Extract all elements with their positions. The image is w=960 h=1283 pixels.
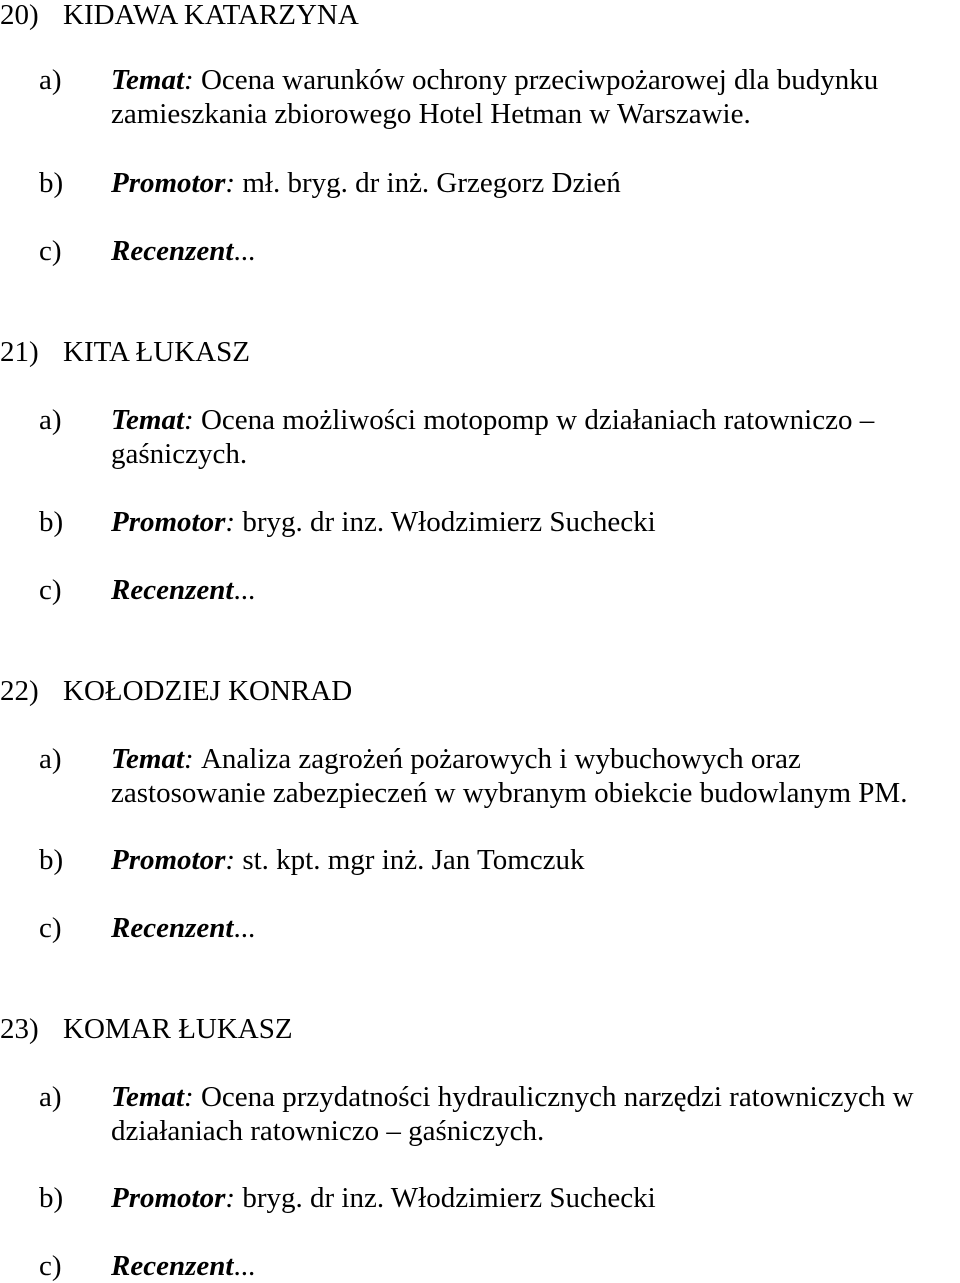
promoter-body: Promotor: bryg. dr inz. Włodzimierz Suchecki bbox=[111, 506, 656, 538]
reviewer-dots: ... bbox=[233, 574, 256, 606]
topic-line-2: gaśniczych. bbox=[111, 438, 248, 470]
promoter-label: b) bbox=[39, 1182, 64, 1214]
topic-key: Temat bbox=[111, 64, 185, 96]
topic-body: Temat: Ocena przydatności hydraulicznych narzędzi ratowniczych w działaniach ratowniczo – gaśniczych. bbox=[111, 1081, 914, 1147]
topic-body: Temat: Ocena możliwości motopomp w działaniach ratowniczo – gaśniczych. bbox=[111, 404, 875, 470]
promoter-label: b) bbox=[39, 844, 64, 876]
topic-line-1: Ocena możliwości motopomp w działaniach ratowniczo – bbox=[200, 404, 875, 436]
topic-label: a) bbox=[39, 64, 62, 96]
topic-line-2: zastosowanie zabezpieczeń w wybranym obiekcie budowlanym PM. bbox=[111, 777, 908, 809]
entry-number: 20) bbox=[0, 0, 39, 31]
promoter-value: mł. bryg. dr inż. Grzegorz Dzień bbox=[242, 167, 621, 199]
entry-number: 21) bbox=[0, 336, 39, 368]
topic-line-1: Ocena przydatności hydraulicznych narzędzi ratowniczych w bbox=[200, 1081, 914, 1113]
promoter-label: b) bbox=[39, 167, 64, 199]
reviewer-key: Recenzent bbox=[111, 574, 234, 606]
student-name: KIDAWA KATARZYNA bbox=[63, 0, 359, 31]
reviewer-label: c) bbox=[39, 1250, 62, 1282]
reviewer-dots: ... bbox=[233, 235, 256, 267]
reviewer-body bbox=[111, 234, 960, 268]
reviewer-body bbox=[111, 911, 960, 945]
topic-label: a) bbox=[39, 743, 62, 775]
promoter-value: bryg. dr inz. Włodzimierz Suchecki bbox=[242, 1182, 656, 1214]
topic-line-2: działaniach ratowniczo – gaśniczych. bbox=[111, 1115, 545, 1147]
promoter-label: b) bbox=[39, 506, 64, 538]
promoter-key: Promotor bbox=[111, 844, 226, 876]
reviewer-label: c) bbox=[39, 912, 62, 944]
reviewer-key: Recenzent bbox=[111, 235, 234, 267]
promoter-value: st. kpt. mgr inż. Jan Tomczuk bbox=[242, 844, 585, 876]
reviewer-dots: ... bbox=[233, 1250, 256, 1282]
promoter-body: Promotor: st. kpt. mgr inż. Jan Tomczuk bbox=[111, 844, 585, 876]
entry-number: 23) bbox=[0, 1013, 39, 1045]
entry-heading bbox=[0, 335, 250, 369]
reviewer-key: Recenzent bbox=[111, 1250, 234, 1282]
promoter-key: Promotor bbox=[111, 506, 226, 538]
entry-number: 22) bbox=[0, 675, 39, 707]
reviewer-body bbox=[111, 573, 960, 607]
reviewer-key: Recenzent bbox=[111, 912, 234, 944]
topic-label: a) bbox=[39, 404, 62, 436]
student-name: KITA ŁUKASZ bbox=[63, 336, 250, 368]
entry-heading bbox=[0, 674, 352, 708]
reviewer-body bbox=[111, 1249, 960, 1283]
promoter-value: bryg. dr inz. Włodzimierz Suchecki bbox=[242, 506, 656, 538]
reviewer-dots: ... bbox=[233, 912, 256, 944]
topic-line-1: Ocena warunków ochrony przeciwpożarowej dla budynku bbox=[200, 64, 879, 96]
reviewer-label: c) bbox=[39, 574, 62, 606]
topic-body: Temat: Ocena warunków ochrony przeciwpożarowej dla budynku zamieszkania zbiorowego Hotel Hetman w Warszawie. bbox=[111, 64, 879, 130]
entry-heading bbox=[0, 0, 359, 32]
topic-label: a) bbox=[39, 1081, 62, 1113]
topic-line-2: zamieszkania zbiorowego Hotel Hetman w Warszawie. bbox=[111, 98, 751, 130]
promoter-body: Promotor: mł. bryg. dr inż. Grzegorz Dzień bbox=[111, 167, 621, 199]
reviewer-label: c) bbox=[39, 235, 62, 267]
promoter-key: Promotor bbox=[111, 1182, 226, 1214]
topic-line-1: Analiza zagrożeń pożarowych i wybuchowych oraz bbox=[200, 743, 801, 775]
student-name: KOŁODZIEJ KONRAD bbox=[63, 675, 353, 707]
student-name: KOMAR ŁUKASZ bbox=[63, 1013, 293, 1045]
promoter-body: Promotor: bryg. dr inz. Włodzimierz Suchecki bbox=[111, 1182, 656, 1214]
entry-heading bbox=[0, 1012, 293, 1046]
promoter-key: Promotor bbox=[111, 167, 226, 199]
topic-key: Temat bbox=[111, 743, 185, 775]
topic-body: Temat: Analiza zagrożeń pożarowych i wybuchowych oraz zastosowanie zabezpieczeń w wybranym obiekcie budowlanym PM. bbox=[111, 743, 908, 809]
topic-key: Temat bbox=[111, 1081, 185, 1113]
topic-key: Temat bbox=[111, 404, 185, 436]
